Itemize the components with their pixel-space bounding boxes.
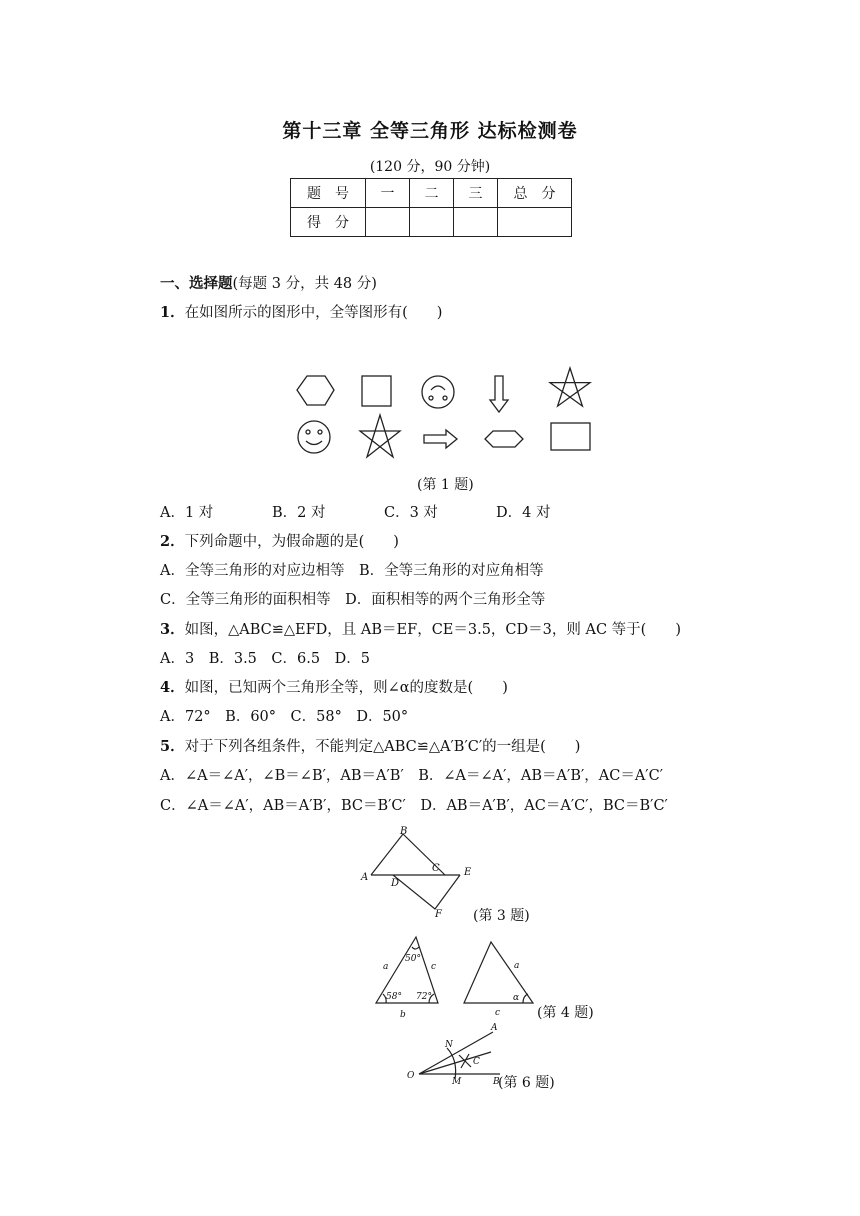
question-text: 在如图所示的图形中，全等图形有( ) [184, 305, 443, 321]
hexagon-shape [297, 376, 334, 405]
section-heading [160, 274, 377, 294]
star-lower-shape [360, 415, 400, 457]
table-row [291, 208, 572, 237]
label-c: C [473, 1057, 480, 1067]
label-b: B [493, 1077, 500, 1087]
side-label-b: b [400, 1010, 406, 1020]
question-number: 1． [160, 304, 185, 321]
angle-label-top: 50° [405, 954, 421, 964]
question-text: 如图，已知两个三角形全等，则∠α的度数是( ) [184, 680, 508, 696]
label-d: D [391, 878, 400, 889]
side-label-c: c [431, 962, 437, 972]
rectangle-shape [551, 423, 590, 450]
side-label-c2: c [495, 1008, 501, 1018]
figure-6 [403, 1020, 508, 1090]
page-title: 第十三章 全等三角形 达标检测卷 [282, 120, 578, 142]
triangle-efd [393, 875, 460, 909]
table-cell[interactable] [410, 208, 454, 237]
table-cell: 题 号 [291, 179, 366, 208]
question-text: 对于下列各组条件，不能判定△ABC≌△A′B′C′的一组是( ) [184, 739, 581, 755]
question-number: 2． [160, 533, 185, 550]
label-n: N [445, 1040, 453, 1050]
label-a: A [491, 1023, 498, 1033]
question-2-options-line-2: C．全等三角形的面积相等 D．面积相等的两个三角形全等 [160, 592, 546, 608]
question-1-options [160, 503, 550, 523]
star-upper-shape [550, 368, 590, 406]
question-3 [160, 620, 681, 640]
section-title: 一、选择题 [160, 275, 233, 292]
right-arrow-shape [424, 430, 457, 448]
label-b: B [400, 826, 408, 837]
score-table [290, 178, 572, 237]
table-cell: 得 分 [291, 208, 366, 237]
question-text: 下列命题中，为假命题的是( ) [184, 534, 399, 550]
side-label-a: a [383, 962, 389, 972]
label-a: A [361, 872, 369, 883]
figure-4-caption: (第 4 题) [537, 1005, 594, 1021]
table-cell[interactable] [498, 208, 572, 237]
table-cell: 三 [454, 179, 498, 208]
option-d[interactable]: D．4 对 [496, 505, 551, 521]
figure-4 [370, 932, 542, 1020]
question-3-options: A．3 B．3.5 C．6.5 D．5 [160, 651, 370, 667]
table-row [291, 179, 572, 208]
question-2 [160, 532, 399, 552]
question-text: 如图，△ABC≌△EFD，且 AB＝EF，CE＝3.5，CD＝3，则 AC 等于( ) [184, 622, 681, 638]
table-cell: 总 分 [498, 179, 572, 208]
question-1 [160, 303, 442, 323]
label-o: O [407, 1071, 415, 1081]
label-e: E [464, 867, 472, 878]
figure-3 [355, 825, 480, 920]
square-shape [362, 376, 391, 406]
angle-label-right: 72° [416, 992, 432, 1002]
question-number: 5． [160, 738, 185, 755]
option-a[interactable]: A．1 对 [160, 505, 214, 521]
section-note: (每题 3 分，共 48 分) [232, 276, 377, 292]
question-number: 4． [160, 679, 185, 696]
question-2-options-line-1: A．全等三角形的对应边相等 B．全等三角形的对应角相等 [160, 563, 544, 579]
table-cell: 一 [366, 179, 410, 208]
exam-subtitle: (120 分，90 分钟) [369, 159, 491, 175]
question-5-options-line-2: C．∠A＝∠A′，AB＝A′B′，BC＝B′C′ D．AB＝A′B′，AC＝A′C′，BC＝B′C′ [160, 798, 668, 814]
figure-1 [290, 362, 600, 462]
option-b[interactable]: B．2 对 [272, 505, 326, 521]
option-c[interactable]: C．3 对 [384, 505, 438, 521]
table-cell[interactable] [366, 208, 410, 237]
flat-hexagon-shape [485, 431, 523, 447]
question-5-options-line-1: A．∠A＝∠A′，∠B＝∠B′，AB＝A′B′ B．∠A＝∠A′，AB＝A′B′，AC＝A′C′ [160, 768, 663, 784]
question-number: 3． [160, 621, 185, 638]
figure-1-caption: (第 1 题) [417, 477, 474, 493]
triangle-right [464, 942, 533, 1003]
down-arrow-shape [490, 376, 508, 412]
question-5 [160, 737, 580, 757]
table-cell[interactable] [454, 208, 498, 237]
table-cell: 二 [410, 179, 454, 208]
label-m: M [452, 1077, 462, 1087]
label-c: C [432, 863, 440, 874]
smiley-face-upper [422, 376, 454, 408]
figure-6-caption: (第 6 题) [498, 1075, 555, 1091]
angle-label-left: 58° [386, 992, 402, 1002]
figure-3-caption: (第 3 题) [473, 908, 530, 924]
angle-arc-top [412, 947, 419, 949]
side-label-a2: a [514, 961, 520, 971]
question-4 [160, 678, 508, 698]
label-f: F [435, 909, 442, 920]
question-4-options: A．72° B．60° C．58° D．50° [160, 709, 409, 725]
angle-label-alpha: α [513, 993, 520, 1003]
smiley-face-lower [298, 421, 330, 453]
